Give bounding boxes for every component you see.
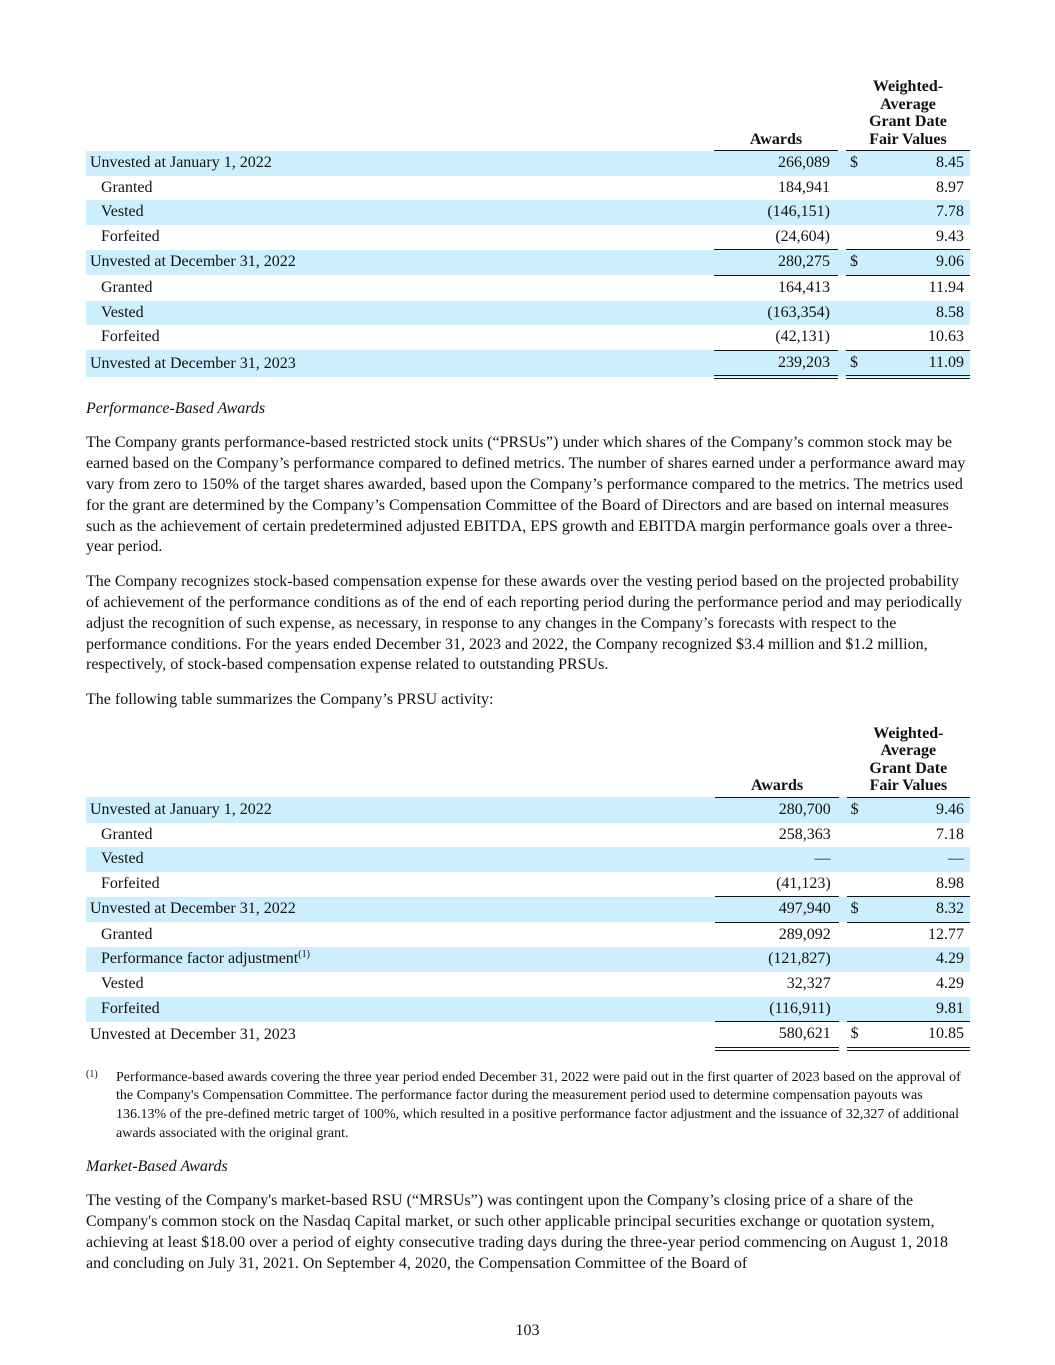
awards-value: 266,089 xyxy=(714,151,838,176)
document-page xyxy=(86,0,972,1274)
fair-value: 7.78 xyxy=(862,200,970,225)
table-row xyxy=(86,872,970,897)
rsu-activity-table xyxy=(86,78,970,379)
fair-value: 12.77 xyxy=(928,925,964,943)
row-label: Unvested at December 31, 2023 xyxy=(86,350,696,377)
row-label: Vested xyxy=(86,301,696,326)
awards-value: 32,327 xyxy=(786,975,831,993)
currency-symbol xyxy=(846,200,862,225)
fair-value: 8.45 xyxy=(862,151,970,176)
prsu-activity-table xyxy=(86,725,970,1051)
currency-symbol: $ xyxy=(846,350,862,377)
table-row xyxy=(86,997,970,1022)
header-awards: Awards xyxy=(715,725,838,798)
row-label: Forfeited xyxy=(86,997,690,1022)
header-line: Grant Date xyxy=(869,113,947,130)
header-line: Grant Date xyxy=(869,759,948,777)
header-line: Average xyxy=(880,742,937,760)
table-row xyxy=(86,275,970,300)
row-label: Unvested at December 31, 2022 xyxy=(86,250,696,276)
table-row xyxy=(86,823,970,848)
rsu-activity-table-wrapper xyxy=(86,78,972,379)
header-awards: Awards xyxy=(714,78,838,151)
row-label: Vested xyxy=(86,200,696,225)
section-heading-performance: Performance-Based Awards xyxy=(86,400,266,418)
awards-value: 280,700 xyxy=(715,797,838,822)
currency-symbol: $ xyxy=(846,151,862,176)
fair-value: 8.32 xyxy=(863,897,970,923)
footnote-reference: (1) xyxy=(298,949,310,961)
table-header-row xyxy=(86,725,970,798)
row-label xyxy=(86,947,690,972)
paragraph: The Company grants performance-based restricted stock units (“PRSUs”) under which shares of the Company’s common stock may be earned based on the Company’s performance compared to defined metrics. The number of shares earned under a performance award may vary from zero to 150% of the target shares awarded, based upon the Company’s performance compared to the metrics. The metrics used for the grant are determined by the Company’s Compensation Committee of the Board of Directors and are based on internal measures such as the achievement of certain predetermined adjusted EBITDA, EPS growth and EBITDA margin performance goals over a three-year period. xyxy=(86,434,966,556)
table-row xyxy=(86,847,970,872)
currency-symbol xyxy=(847,823,863,848)
paragraph: The vesting of the Company's market-based RSU (“MRSUs”) was contingent upon the Company’s closing price of a share of the Company's common stock on the Nasdaq Capital market, or such other applicable principal securities exchange or quotation system, achieving at least $18.00 over a period of eighty consecutive trading days during the three-year period commencing on August 1, 2018 and concluding on July 31, 2021. On September 4, 2020, the Compensation Committee of the Board of xyxy=(86,1192,948,1272)
awards-value: (42,131) xyxy=(714,325,838,350)
currency-symbol xyxy=(846,275,862,300)
header-line: Weighted- xyxy=(873,724,944,742)
header-weighted-average-value xyxy=(846,78,970,151)
awards-value: 239,203 xyxy=(714,350,838,377)
awards-value: 580,621 xyxy=(715,1022,838,1049)
table-intro: The following table summarizes the Company’s PRSU activity: xyxy=(86,691,494,709)
currency-symbol: $ xyxy=(847,1022,863,1049)
row-label: Vested xyxy=(101,975,144,993)
table-row xyxy=(86,301,970,326)
awards-value: (163,354) xyxy=(714,301,838,326)
fair-value: 8.58 xyxy=(862,301,970,326)
table-header-row xyxy=(86,78,970,151)
row-label-text: Performance factor adjustment xyxy=(101,950,299,968)
table-row xyxy=(86,350,970,377)
awards-value: 258,363 xyxy=(778,825,831,843)
fair-value: 10.85 xyxy=(863,1022,970,1049)
awards-value: (121,827) xyxy=(715,947,838,972)
footnote xyxy=(86,1069,972,1143)
awards-value: 164,413 xyxy=(778,278,830,296)
row-label: Unvested at December 31, 2022 xyxy=(86,897,690,923)
header-line: Fair Values xyxy=(869,777,948,795)
currency-symbol xyxy=(847,972,863,997)
fair-value: 9.46 xyxy=(863,797,970,822)
table-row xyxy=(86,176,970,201)
section-heading-market: Market-Based Awards xyxy=(86,1158,228,1176)
table-row xyxy=(86,897,970,923)
table-row xyxy=(86,200,970,225)
table-row xyxy=(86,250,970,276)
table-row xyxy=(86,225,970,250)
currency-symbol xyxy=(847,872,863,897)
fair-value: 4.29 xyxy=(936,975,964,993)
fair-value: 8.97 xyxy=(936,178,964,196)
awards-value: (116,911) xyxy=(715,997,838,1022)
prsu-activity-table-wrapper xyxy=(86,725,972,1051)
row-label: Forfeited xyxy=(101,328,160,346)
row-label: Granted xyxy=(101,825,153,843)
currency-symbol xyxy=(847,847,863,872)
paragraph: The Company recognizes stock-based compensation expense for these awards over the vesting period based on the projected probability of achievement of the performance conditions as of the end of each reporting period during the performance period and may periodically adjust the recognition of such expense, as necessary, in response to any changes in the Company’s forecasts with respect to the performance conditions. For the years ended December 31, 2023 and 2022, the Company recognized $3.4 million and $1.2 million, respectively, of stock-based compensation expense related to outstanding PRSUs. xyxy=(86,573,963,674)
row-label: Unvested at January 1, 2022 xyxy=(86,797,690,822)
table-row xyxy=(86,151,970,176)
awards-value: (146,151) xyxy=(714,200,838,225)
header-line: Weighted- xyxy=(872,78,944,95)
awards-value: 289,092 xyxy=(778,925,831,943)
row-label: Forfeited xyxy=(101,874,160,892)
fair-value: 10.63 xyxy=(862,325,970,350)
table-row xyxy=(86,325,970,350)
row-label: Vested xyxy=(86,847,690,872)
awards-value: 280,275 xyxy=(714,250,838,276)
awards-value: (41,123) xyxy=(715,872,838,897)
currency-symbol xyxy=(846,225,862,250)
fair-value: 7.18 xyxy=(936,825,964,843)
currency-symbol xyxy=(846,301,862,326)
currency-symbol xyxy=(847,997,863,1022)
footnote-text: Performance-based awards covering the three year period ended December 31, 2022 were paid out in the first quarter of 2023 based on the approval of the Company's Compensation Committee. The performance factor during the measurement period used to determine compensation payouts was 136.13% of the pre-defined metric target of 100%, which resulted in a positive performance factor adjustment and the issuance of 32,327 of additional awards associated with the original grant. xyxy=(116,1069,961,1141)
fair-value: 9.81 xyxy=(863,997,970,1022)
currency-symbol: $ xyxy=(846,250,862,276)
row-label: Unvested at December 31, 2023 xyxy=(90,1026,296,1043)
page-number: 103 xyxy=(515,1322,540,1339)
fair-value: 11.94 xyxy=(928,278,964,296)
table-row xyxy=(86,972,970,997)
header-weighted-average-value xyxy=(847,725,970,798)
awards-value: (24,604) xyxy=(714,225,838,250)
fair-value: — xyxy=(863,847,970,872)
fair-value: 8.98 xyxy=(863,872,970,897)
table-row xyxy=(86,1022,970,1049)
row-label: Granted xyxy=(101,278,153,296)
currency-symbol: $ xyxy=(847,897,863,923)
header-line: Average xyxy=(880,95,936,113)
row-label: Granted xyxy=(101,925,153,943)
fair-value: 9.06 xyxy=(862,250,970,276)
fair-value: 9.43 xyxy=(862,225,970,250)
awards-value: 184,941 xyxy=(778,178,830,196)
fair-value: 4.29 xyxy=(863,947,970,972)
header-line: Fair Values xyxy=(869,130,947,148)
currency-symbol xyxy=(847,922,863,947)
awards-value: 497,940 xyxy=(715,897,838,923)
currency-symbol: $ xyxy=(847,797,863,822)
row-label: Forfeited xyxy=(101,228,160,246)
table-row xyxy=(86,797,970,822)
currency-symbol xyxy=(847,947,863,972)
fair-value: 11.09 xyxy=(862,350,970,377)
table-row xyxy=(86,922,970,947)
footnote-mark: (1) xyxy=(86,1068,98,1080)
awards-value: — xyxy=(715,847,838,872)
table-row xyxy=(86,947,970,972)
row-label: Unvested at January 1, 2022 xyxy=(86,151,696,176)
row-label: Granted xyxy=(101,178,153,196)
currency-symbol xyxy=(846,325,862,350)
currency-symbol xyxy=(846,176,862,201)
